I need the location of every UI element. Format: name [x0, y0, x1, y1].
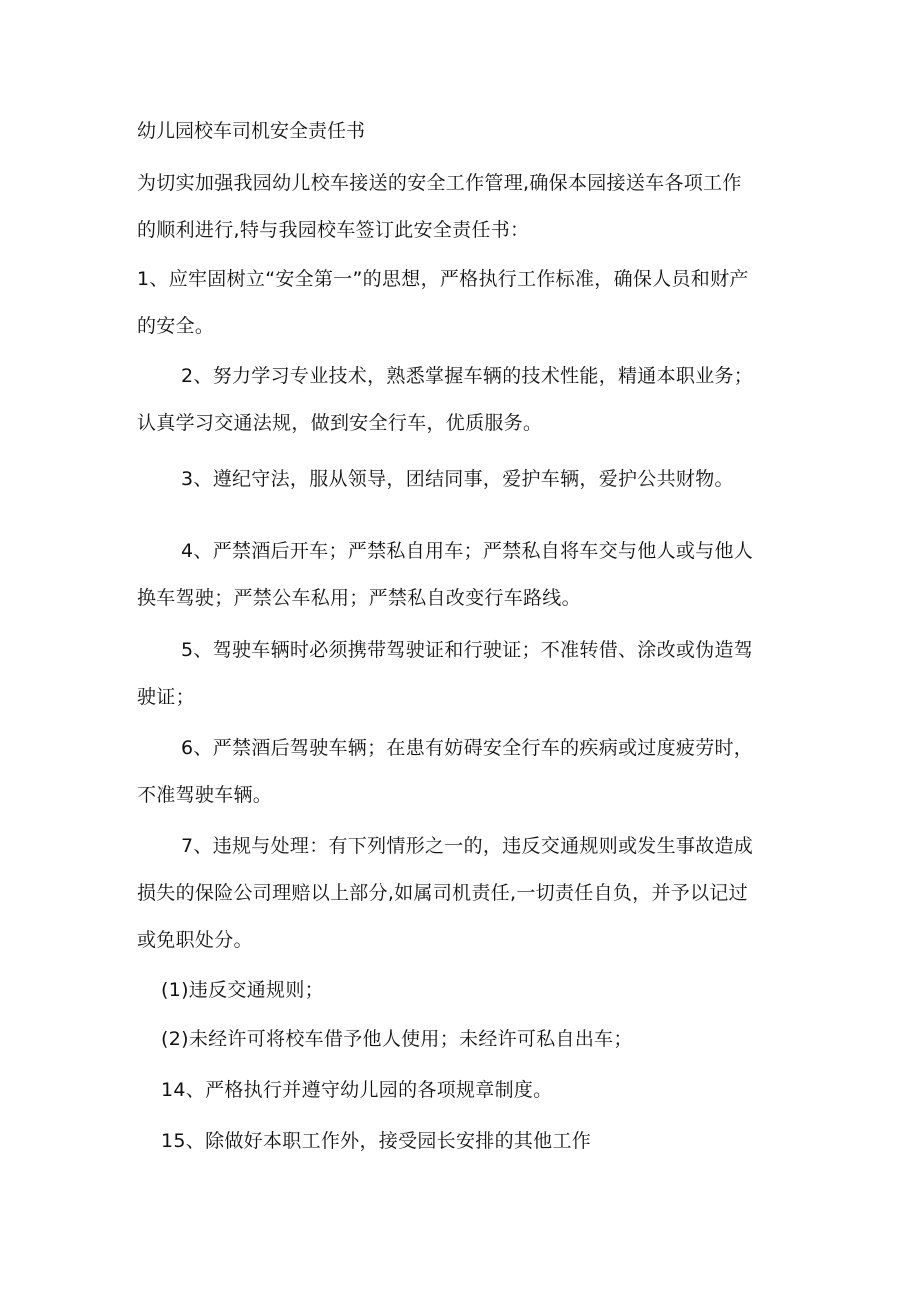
tail-line: 15、除做好本职工作外，接受园长安排的其他工作: [161, 1130, 592, 1152]
tail-item-15: [137, 1118, 792, 1165]
item-line: 5、驾驶车辆时必须携带驾驶证和行驶证；不准转借、涂改或伪造驾: [181, 639, 754, 661]
item-1: [137, 256, 792, 350]
item-line: 2、努力学习专业技术，熟悉掌握车辆的技术性能，精通本职业务；: [181, 365, 754, 387]
document-title: 幼儿园校车司机安全责任书: [137, 120, 366, 142]
item-line: 认真学习交通法规，做到安全行车，优质服务。: [137, 412, 543, 434]
item-line: 或免职处分。: [137, 929, 253, 951]
item-4: [137, 528, 792, 622]
subitem-line: (1)违反交通规则；: [161, 979, 324, 1001]
item-line: 的安全。: [137, 315, 215, 337]
item-line: 1、应牢固树立“安全第一”的思想，严格执行工作标准，确保人员和财产: [137, 268, 749, 290]
intro-line: 为切实加强我园幼儿校车接送的安全工作管理,确保本园接送车各项工作: [137, 172, 742, 194]
item-6: [137, 725, 792, 819]
tail-item-14: [137, 1067, 792, 1114]
item-line: 换车驾驶；严禁公车私用；严禁私自改变行车路线。: [137, 587, 581, 609]
subitem-line: (2)未经许可将校车借予他人使用；未经许可私自出车；: [161, 1028, 633, 1050]
item-line: 驶证；: [137, 686, 195, 708]
item-3: [137, 456, 792, 503]
item-7: [137, 823, 792, 964]
intro-line: 的顺利进行,特与我园校车签订此安全责任书：: [137, 219, 530, 241]
subitem-list-2: [137, 1016, 792, 1063]
tail-line: 14、严格执行并遵守幼儿园的各项规章制度。: [161, 1079, 553, 1101]
item-2: [137, 353, 792, 447]
item-line: 不准驾驶车辆。: [137, 784, 273, 806]
item-line: 损失的保险公司理赔以上部分,如属司机责任,一切责任自负，并予以记过: [137, 882, 748, 904]
item-line: 3、遵纪守法，服从领导，团结同事，爱护车辆，爱护公共财物。: [181, 468, 734, 490]
intro-paragraph: [137, 160, 792, 254]
item-line: 6、严禁酒后驾驶车辆；在患有妨碍安全行车的疾病或过度疲劳时，: [181, 737, 754, 759]
item-line: 7、违规与处理：有下列情形之一的，违反交通规则或发生事故造成: [181, 835, 754, 857]
subitem-list: [137, 967, 792, 1014]
item-line: 4、严禁酒后开车；严禁私自用车；严禁私自将车交与他人或与他人: [181, 540, 754, 562]
item-5: [137, 627, 792, 721]
